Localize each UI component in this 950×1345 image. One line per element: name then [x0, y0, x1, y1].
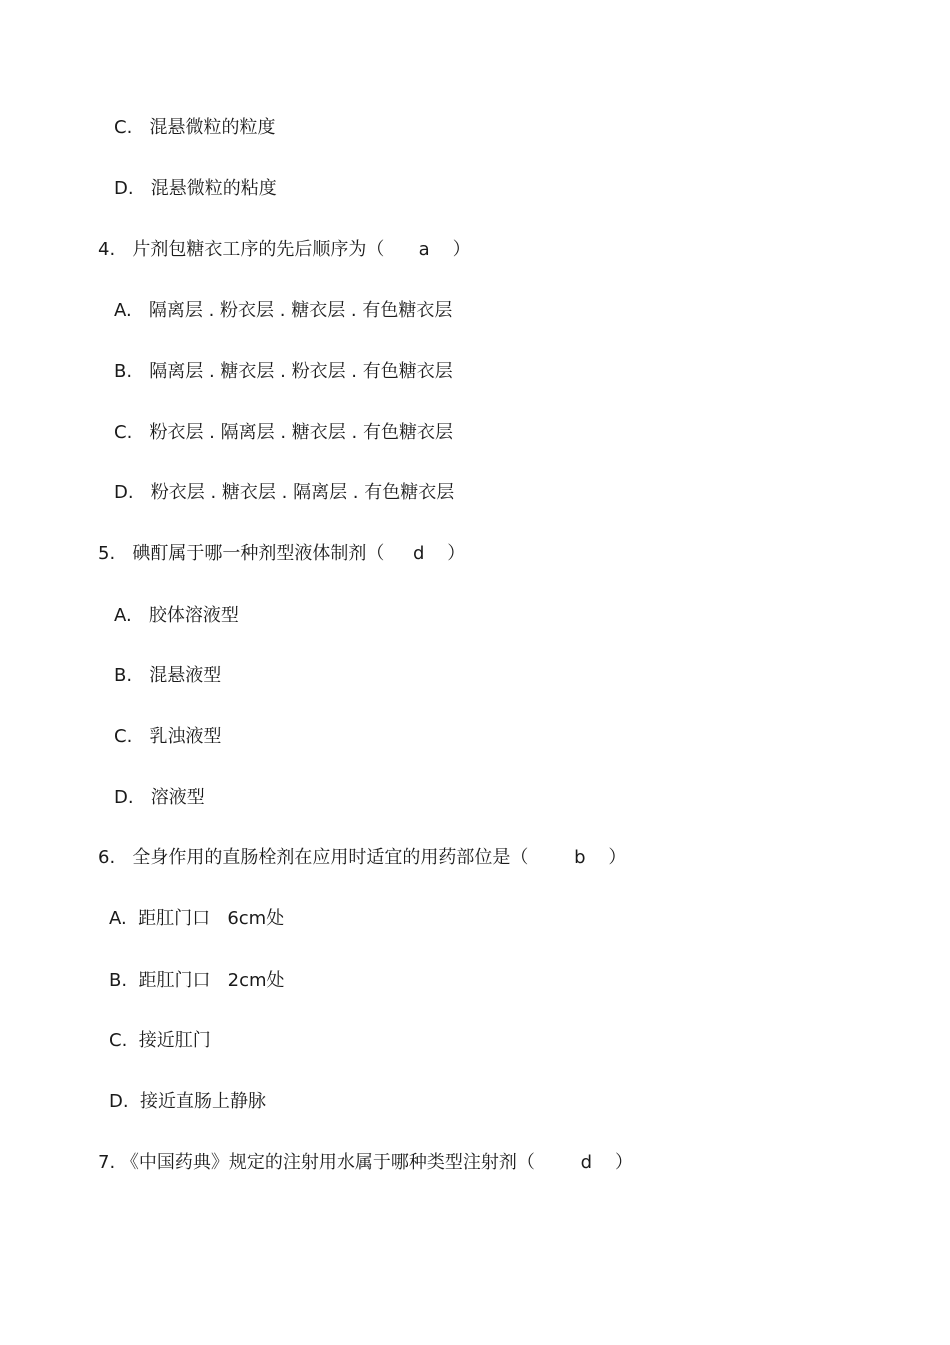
question-4: 4. 片剂包糖衣工序的先后顺序为（ a ）	[98, 239, 471, 260]
option-a-q6: A. 距肛门口 6cm处	[109, 908, 285, 929]
option-d-q6: D. 接近直肠上静脉	[109, 1091, 267, 1112]
option-b-q5: B. 混悬液型	[114, 665, 222, 686]
question-5: 5. 碘酊属于哪一种剂型液体制剂（ d ）	[98, 543, 466, 564]
option-d-q4: D. 粉衣层 . 糖衣层 . 隔离层 . 有色糖衣层	[114, 482, 455, 503]
option-d-q3: D. 混悬微粒的粘度	[114, 178, 277, 199]
question-6: 6. 全身作用的直肠栓剂在应用时适宜的用药部位是（ b ）	[98, 847, 627, 868]
option-a-q5: A. 胶体溶液型	[114, 605, 239, 626]
option-c-q5: C. 乳浊液型	[114, 726, 222, 747]
option-b-q6: B. 距肛门口 2cm处	[109, 970, 285, 991]
option-c-q6: C. 接近肛门	[109, 1030, 211, 1051]
option-c-q4: C. 粉衣层 . 隔离层 . 糖衣层 . 有色糖衣层	[114, 422, 453, 443]
question-7: 7. 《中国药典》规定的注射用水属于哪种类型注射剂（ d ）	[98, 1152, 633, 1173]
option-c-q3: C. 混悬微粒的粒度	[114, 117, 276, 138]
option-d-q5: D. 溶液型	[114, 787, 205, 808]
option-b-q4: B. 隔离层 . 糖衣层 . 粉衣层 . 有色糖衣层	[114, 361, 453, 382]
option-a-q4: A. 隔离层 . 粉衣层 . 糖衣层 . 有色糖衣层	[114, 300, 453, 321]
